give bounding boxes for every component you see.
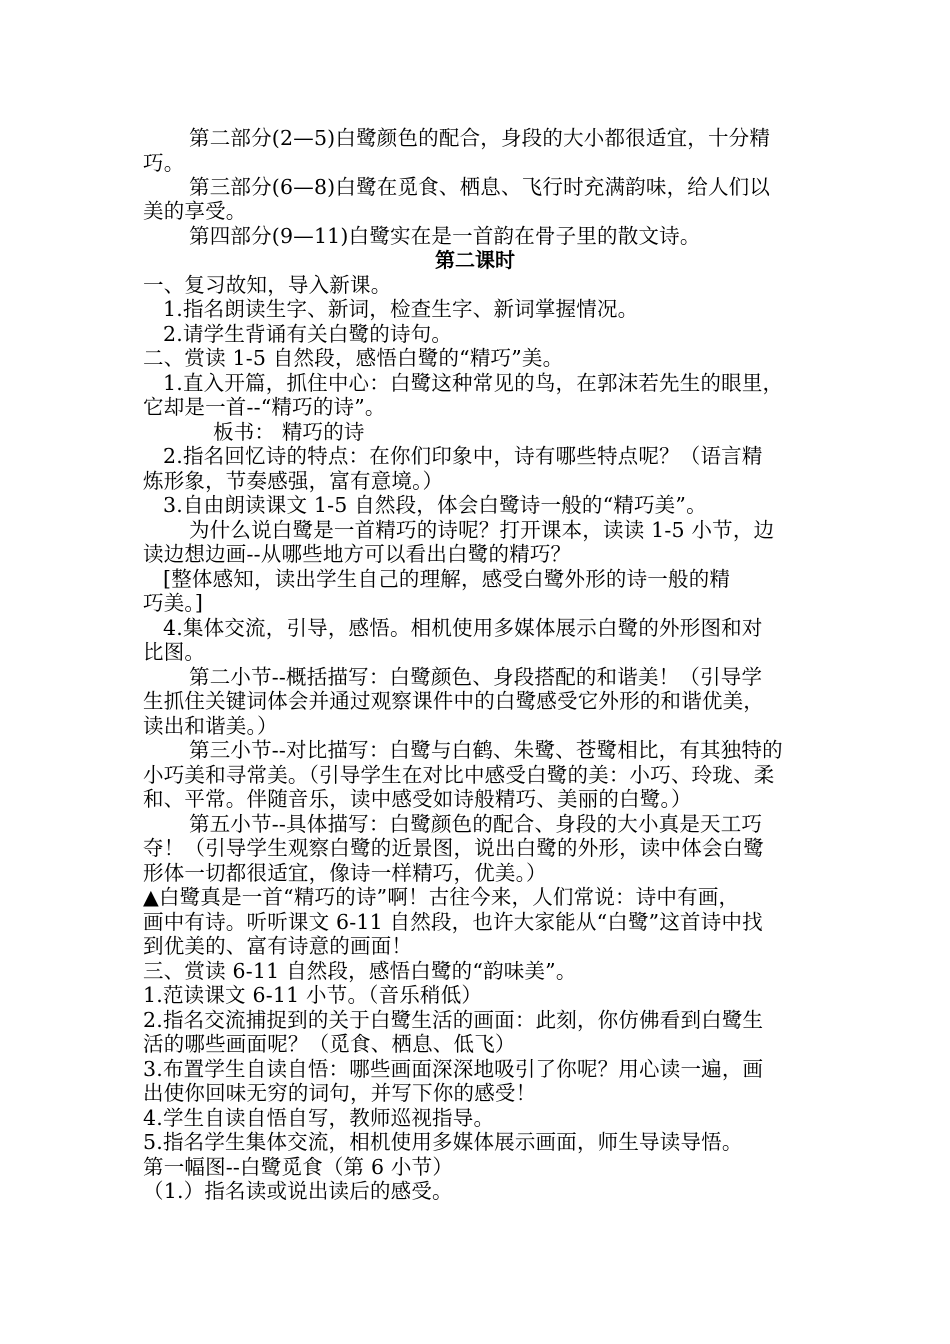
- text-line: 出使你回味无穷的词句，并写下你的感受！: [143, 1081, 537, 1105]
- text-line: 第四部分(9—11)白鹭实在是一首韵在骨子里的散文诗。: [189, 224, 701, 248]
- text-line: 活的哪些画面呢？（觅食、栖息、低飞）: [143, 1032, 516, 1056]
- text-line: 到优美的、富有诗意的画面！: [143, 934, 413, 958]
- text-line: 它却是一首--“精巧的诗”。: [143, 395, 386, 419]
- text-line: 第五小节--具体描写：白鹭颜色的配合、身段的大小真是天工巧: [189, 812, 763, 836]
- text-line: 3.自由朗读课文 1-5 自然段，体会白鹭诗一般的“精巧美”。: [163, 493, 707, 517]
- text-line: 二、赏读 1-5 自然段，感悟白鹭的“精巧”美。: [143, 346, 564, 370]
- text-line: 生抓住关键词体会并通过观察课件中的白鹭感受它外形的和谐优美，: [143, 689, 764, 713]
- text-line: 三、赏读 6-11 自然段，感悟白鹭的“韵味美”。: [143, 959, 577, 983]
- text-line: 一、复习故知，导入新课。: [143, 273, 392, 297]
- text-line: 第三部分(6—8)白鹭在觅食、栖息、飞行时充满韵味，给人们以: [189, 175, 771, 199]
- text-line: 1.指名朗读生字、新词，检查生字、新词掌握情况。: [163, 297, 639, 321]
- text-line: 板书： 精巧的诗: [213, 420, 365, 444]
- text-line: 画中有诗。听听课文 6-11 自然段，也许大家能从“白鹭”这首诗中找: [143, 910, 763, 934]
- text-line: 读出和谐美。）: [143, 714, 278, 738]
- text-line: 为什么说白鹭是一首精巧的诗呢？打开课本，读读 1-5 小节，边: [189, 518, 775, 542]
- text-line: 巧。: [143, 151, 185, 175]
- text-line: 炼形象，节奏感强，富有意境。）: [143, 469, 444, 493]
- text-line: 第一幅图--白鹭觅食（第 6 小节）: [143, 1155, 454, 1179]
- text-line: 2.指名回忆诗的特点：在你们印象中，诗有哪些特点呢？（语言精: [163, 444, 763, 468]
- text-line: 1.范读课文 6-11 小节。（音乐稍低）: [143, 983, 483, 1007]
- text-line: 2.请学生背诵有关白鹭的诗句。: [163, 322, 453, 346]
- text-line: （1.）指名读或说出读后的感受。: [143, 1179, 453, 1203]
- text-line: 1.直入开篇，抓住中心：白鹭这种常见的鸟，在郭沫若先生的眼里，: [163, 371, 784, 395]
- text-line: 4.学生自读自悟自写，教师巡视指导。: [143, 1106, 495, 1130]
- text-line: 形体一切都很适宜，像诗一样精巧，优美。）: [143, 861, 547, 885]
- section-heading: 第二课时: [435, 248, 515, 272]
- text-line: 4.集体交流，引导，感悟。相机使用多媒体展示白鹭的外形图和对: [163, 616, 763, 640]
- text-line: 第二小节--概括描写：白鹭颜色、身段搭配的和谐美！（引导学: [189, 665, 763, 689]
- text-line: 2.指名交流捕捉到的关于白鹭生活的画面：此刻，你仿佛看到白鹭生: [143, 1008, 764, 1032]
- text-line: 和、平常。伴随音乐，读中感受如诗般精巧、美丽的白鹭。）: [143, 787, 692, 811]
- text-line: 小巧美和寻常美。（引导学生在对比中感受白鹭的美：小巧、玲珑、柔: [143, 763, 775, 787]
- text-line: ▲白鹭真是一首“精巧的诗”啊！古往今来，人们常说：诗中有画，: [143, 885, 740, 909]
- text-line: 美的享受。: [143, 199, 247, 223]
- text-line: 5.指名学生集体交流，相机使用多媒体展示画面，师生导读导悟。: [143, 1130, 743, 1154]
- text-line: 夺！（引导学生观察白鹭的近景图，说出白鹭的外形，读中体会白鹭: [143, 836, 764, 860]
- text-line: 巧美。]: [143, 591, 204, 615]
- text-line: 读边想边画--从哪些地方可以看出白鹭的精巧？: [143, 542, 572, 566]
- text-line: 3.布置学生自读自悟：哪些画面深深地吸引了你呢？用心读一遍，画: [143, 1057, 764, 1081]
- text-line: [整体感知，读出学生自己的理解，感受白鹭外形的诗一般的精: [163, 567, 731, 591]
- text-line: 比图。: [143, 640, 206, 664]
- text-line: 第三小节--对比描写：白鹭与白鹤、朱鹭、苍鹭相比，有其独特的: [189, 738, 783, 762]
- text-line: 第二部分(2—5)白鹭颜色的配合，身段的大小都很适宜，十分精: [189, 126, 771, 150]
